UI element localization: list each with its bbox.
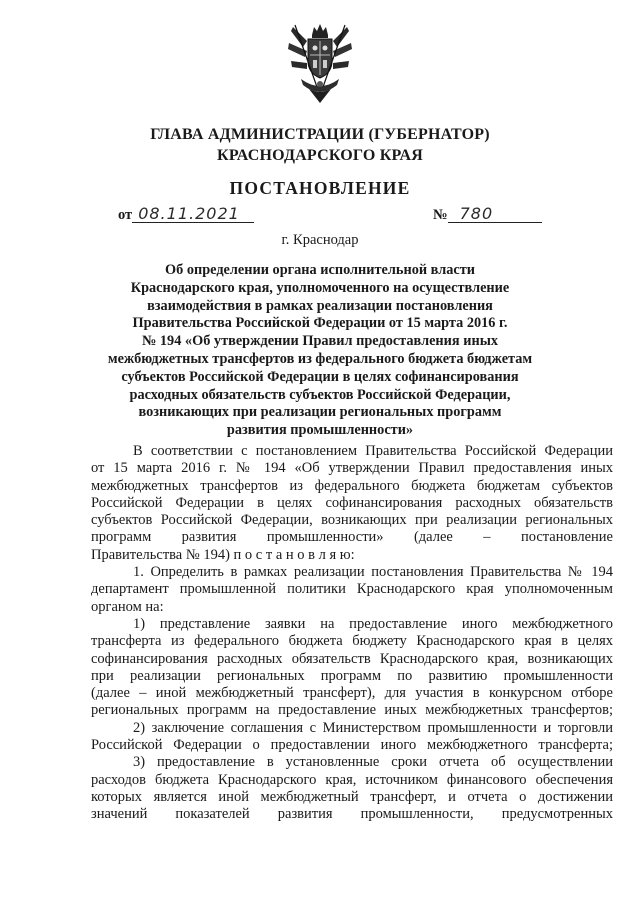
body-line: от 15 марта 2016 г. № 194 «Об утверждении Правил предоставления иных [91,460,613,477]
body-line: (далее – иной межбюджетный трансферт), для участия в конкурсном отборе [91,685,613,702]
title-line: Краснодарского края, уполномоченного на осуществление [130,279,510,296]
title-line: возникающих при реализации региональных программ [138,404,502,421]
document-body [91,443,613,824]
city: г. Краснодар [281,232,359,248]
body-line: региональных программ на предоставление иных межбюджетных трансфертов; [91,702,613,719]
title-line: развития промышленности» [226,422,414,439]
title-line: субъектов Российской Федерации в целях софинансирования [121,368,519,385]
number-field [433,205,542,224]
number-value: 780 [448,205,542,223]
issuing-authority [0,124,640,166]
authority-line-1: ГЛАВА АДМИНИСТРАЦИИ (ГУБЕРНАТОР) [150,126,490,143]
authority-line-2: КРАСНОДАРСКОГО КРАЯ [217,147,423,164]
body-line: значений показателей развития промышленности, предусмотренных [91,806,613,823]
document-type: ПОСТАНОВЛЕНИЕ [229,178,411,198]
body-line: программ развития промышленности» (далее – постановление [91,529,613,546]
title-line: Об определении органа исполнительной власти [164,262,475,278]
body-line: межбюджетных трансфертов из федерального бюджета бюджетам субъектов [91,477,613,494]
date-prefix: от [118,207,133,223]
title-line: межбюджетных трансфертов из федерального бюджета бюджетам [107,350,533,367]
body-line: которых является иной межбюджетный трансферт, и отчета о достижении [91,788,613,805]
body-line: расходов бюджета Краснодарского края, источником финансового обеспечения [91,771,613,788]
body-line: софинансирования расходных обязательств Краснодарского края, возникающих [91,650,613,667]
body-line: Российской Федерации о предоставлении иного межбюджетного трансферта; [91,737,613,754]
body-line: субъектов Российской Федерации, возникающих при реализации региональных [91,512,613,529]
body-line: 1) представление заявки на предоставление иного межбюджетного [133,615,613,632]
body-line: 3) предоставление в установленные сроки отчета об осуществлении [133,754,613,771]
title-line: Правительства Российской Федерации от 15 марта 2016 г. [132,315,508,332]
body-line: Российской Федерации в целях софинансирования расходных обязательств [91,494,613,511]
date-value: 08.11.2021 [132,205,254,223]
title-line: № 194 «Об утверждении Правил предоставления иных [141,333,499,350]
body-line: при реализации региональных программ по развитию промышленности [91,667,613,684]
document-title [95,262,545,440]
body-line: 1. Определить в рамках реализации постановления Правительства № 194 [133,564,613,581]
body-line: органом на: [91,598,164,615]
date-field [118,205,254,224]
body-line: 2) заключение соглашения с Министерством промышленности и торговли [133,719,613,736]
coat-of-arms-icon [287,21,353,105]
body-line: Правительства № 194) п о с т а н о в л я ю: [91,546,355,563]
title-line: взаимодействия в рамках реализации постановления [147,297,493,314]
body-line: В соответствии с постановлением Правительства Российской Федерации [133,443,613,459]
body-line: трансферта из федерального бюджета бюджету Краснодарского края в целях [91,633,613,650]
title-line: расходных обязательств субъектов Российской Федерации, [129,386,511,403]
number-prefix: № [433,207,448,223]
body-line: департамент промышленной политики Краснодарского края уполномоченным [91,581,613,598]
